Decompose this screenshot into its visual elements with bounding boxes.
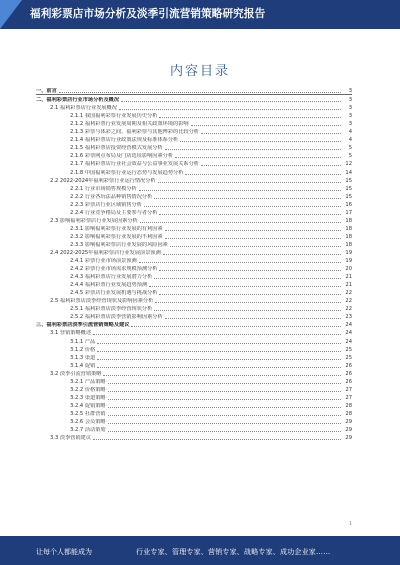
toc-leader-dots [59,92,341,93]
toc-leader-dots [139,190,341,191]
toc-entry-page: 26 [345,370,352,377]
toc-entry-page: 20 [345,266,352,273]
toc-entry-label: 2.1 福利彩票店行业发展概况 [50,105,117,112]
toc-leader-dots [170,246,341,247]
toc-leader-dots [97,367,341,368]
toc-entry-label: 3.2.1 产品策略 [70,378,106,385]
report-title: 福利彩票店市场分析及淡季引流营销策略研究报告 [30,8,266,20]
toc-leader-dots [159,214,341,215]
toc-entry-page: 22 [345,306,352,313]
toc-entry-label: 2.3.1 影响福利彩票行业发展的有利因素 [70,225,163,232]
toc-entry[interactable] [36,94,352,103]
toc-entry-label: 2.5 福利彩票店淡季经营现状及影响因素分析 [50,298,154,305]
toc-entry-page: 17 [345,209,352,216]
toc-leader-dots [165,149,341,150]
toc-entry-page: 5 [348,145,352,152]
toc-entry-page: 3 [348,97,352,104]
toc-entry-page: 26 [345,378,352,385]
toc-entry-label: 2.2.4 行业竞争格局及主要参与者分析 [70,209,158,216]
toc-entry-label: 2.1.5 福利彩票店投资经营模式发展分析 [70,145,163,152]
toc-leader-dots [108,399,341,400]
toc-entry[interactable] [36,127,352,135]
toc-leader-dots [108,423,341,424]
toc-entry[interactable] [36,111,352,119]
toc-entry[interactable] [36,216,352,224]
toc-entry-label: 2.4.1 彩票行业市场前景预测 [70,258,137,265]
toc-entry-page: 16 [345,201,352,208]
toc-leader-dots [165,230,341,231]
toc-leader-dots [155,302,341,303]
toc-entry-label: 2.3 影响福利彩票店行业发展因素分析 [50,217,138,224]
toc-leader-dots [159,294,341,295]
toc-entry-page: 28 [345,410,352,417]
toc-entry-page: 18 [345,225,352,232]
toc-entry-page: 18 [345,217,352,224]
toc-leader-dots [154,198,341,199]
toc-entry[interactable] [36,401,352,409]
toc-entry[interactable] [36,159,352,167]
toc-entry-label: 2.1.2 福利彩票行业发展周期及相关政策环境的影响 [70,121,189,128]
toc-entry[interactable] [36,393,352,401]
toc-entry-label: 二、福利彩票店行业市场分析及概况 [36,97,120,104]
toc-entry[interactable] [36,296,352,304]
toc-entry[interactable] [36,425,352,433]
toc-entry-label: 3.1.2 价格 [70,346,96,353]
toc-entry-page: 24 [345,338,352,345]
toc-entry-label: 3.2.7 活动策划 [70,427,106,434]
toc-entry[interactable] [36,409,352,417]
header-bar [0,0,400,29]
toc-entry[interactable] [36,224,352,232]
toc-entry-label: 2.1.8 中国福利彩票行业运行态势与发展趋势分析 [70,169,184,176]
toc-leader-dots [93,334,341,335]
toc-entry-label: 3.1.3 渠道 [70,354,96,361]
toc-entry-page: 28 [345,402,352,409]
toc-leader-dots [97,351,341,352]
toc-entry-label: 2.4.2 彩票行业市场需求规模预测分析 [70,266,158,273]
toc-entry-page: 19 [345,249,352,256]
toc-entry[interactable] [36,320,352,328]
toc-entry[interactable] [36,86,352,94]
toc-leader-dots [185,174,341,175]
toc-leader-dots [108,431,341,432]
toc-entry-page: 15 [345,177,352,184]
toc-entry-page: 24 [345,322,352,329]
toc-entry[interactable] [36,119,352,127]
toc-entry-page: 4 [348,129,352,136]
toc-entry-page: 27 [345,394,352,401]
toc-entry-page: 14 [345,169,352,176]
footer-tags: 行业专家、管理专家、营销专家、战略专家、成功企业家…… [136,548,331,556]
toc-entry-page: 4 [348,137,352,144]
toc-entry[interactable] [36,264,352,272]
toc-entry[interactable] [36,200,352,208]
toc-leader-dots [191,125,341,126]
toc-entry[interactable] [36,272,352,280]
toc-leader-dots [93,439,341,440]
toc-entry-label: 2.4.3 福利彩票店行业发展潜力分析 [70,274,153,281]
toc-entry-page: 29 [345,418,352,425]
toc-leader-dots [158,182,341,183]
toc-entry[interactable] [36,312,352,320]
toc-entry-page: 25 [345,346,352,353]
toc-leader-dots [131,326,341,327]
toc-entry-page: 5 [348,153,352,160]
toc-entry-page: 3 [348,121,352,128]
toc-entry[interactable] [36,256,352,264]
toc-entry-page: 18 [345,233,352,240]
toc-entry-label: 3.2.6 会员策略 [70,418,106,425]
toc-entry-page: 15 [345,193,352,200]
toc-entry[interactable] [36,304,352,312]
toc-entry[interactable] [36,417,352,425]
toc-entry-label: 3.3 淡季营销建议 [50,435,92,442]
toc-leader-dots [108,383,341,384]
toc-entry[interactable] [36,336,352,344]
footer-bar [0,536,400,565]
toc-entry-label: 3.2 淡季引流营销策略 [50,370,102,377]
toc-entry-page: 15 [345,185,352,192]
footer-slogan: 让每个人都能成为 [36,548,92,556]
toc-leader-dots [108,391,341,392]
toc-leader-dots [97,343,341,344]
toc-leader-dots [139,262,341,263]
toc-entry-label: 3.2.5 社群营销 [70,410,106,417]
toc-heading: 内容目录 [169,64,230,79]
toc-entry[interactable] [36,192,352,200]
toc-entry-label: 2.1.3 彩票与体彩之间、福利彩票与其他博彩的比较分析 [70,129,199,136]
toc-entry[interactable] [36,167,352,175]
toc-entry-page: 26 [345,362,352,369]
toc-entry-label: 3.2.2 价格策略 [70,386,106,393]
toc-entry-page: 3 [348,88,352,95]
toc-entry-page: 21 [345,282,352,289]
toc-leader-dots [159,117,341,118]
toc-entry-label: 2.4.5 彩票店行业发展机遇与挑战分析 [70,290,158,297]
toc-entry-label: 2.1.4 福利彩票店行业政策法规及标准体系分析 [70,137,179,144]
toc-leader-dots [97,359,341,360]
toc-leader-dots [163,254,341,255]
toc-entry-label: 2.1.7 福利彩票店行业社会效益与公益事业发展关系分析 [70,161,199,168]
toc-entry-label: 2.5.2 福利彩票店淡季营销影响因素分析 [70,314,163,321]
toc-entry[interactable] [36,176,352,184]
toc-entry-label: 2.2.1 行业市场销售规模分析 [70,185,137,192]
toc-entry[interactable] [36,151,352,159]
toc-entry[interactable] [36,345,352,353]
toc-leader-dots [201,133,341,134]
toc-entry-page: 22 [345,298,352,305]
toc-entry-label: 2.3.3 影响福利彩票店行业发展的风险因素 [70,241,168,248]
toc-entry-page: 12 [345,161,352,168]
toc-entry-label: 三、福利彩票店淡季引流营销策略及建议 [36,322,130,329]
toc-leader-dots [165,238,341,239]
toc-leader-dots [154,310,341,311]
toc-entry[interactable] [36,369,352,377]
toc-entry-label: 2.5.1 福利彩票店淡季经营现状分析 [70,306,153,313]
toc-entry-page: 3 [348,105,352,112]
toc-leader-dots [144,206,341,207]
toc-entry-page: 3 [348,113,352,120]
toc-entry-label: 3.1.4 促销 [70,362,96,369]
toc-entry-label: 3.2.3 渠道策略 [70,394,106,401]
toc-entry[interactable] [36,232,352,240]
toc-entry-label: 一、前言 [36,88,57,95]
toc-entry-page: 21 [345,274,352,281]
toc-entry[interactable] [36,208,352,216]
toc-leader-dots [175,157,341,158]
toc-leader-dots [149,286,341,287]
toc-entry-label: 3.1.1 产品 [70,338,96,345]
toc-entry-label: 2.2 2022-2024年福利彩票行业运行情况分析 [50,177,156,184]
toc-entry-page: 27 [345,386,352,393]
toc-entry[interactable] [36,385,352,393]
page-number: 1 [348,521,352,527]
toc-leader-dots [201,165,341,166]
toc-leader-dots [121,101,341,102]
toc-entry-page: 29 [345,435,352,442]
toc-entry-label: 2.4 2022-2025年福利彩票店行业发展前景预测 [50,249,161,256]
toc-entry-label: 3.2.4 促销策略 [70,402,106,409]
toc-entry[interactable] [36,143,352,151]
header-accent-triangle [0,0,22,29]
toc-entry-page: 22 [345,290,352,297]
toc-leader-dots [119,109,341,110]
toc-entry-label: 2.4.4 福利彩票行业发展趋势预测 [70,282,148,289]
toc-leader-dots [159,270,341,271]
toc-entry[interactable] [36,103,352,111]
toc-entry-page: 23 [345,314,352,321]
toc-entry[interactable] [36,377,352,385]
toc-entry[interactable] [36,280,352,288]
toc-leader-dots [108,415,341,416]
toc-entry-page: 18 [345,241,352,248]
toc-entry-label: 2.2.3 彩票店行业区域销售分析 [70,201,142,208]
toc-entry[interactable] [36,328,352,336]
toc-leader-dots [180,141,341,142]
toc-entry[interactable] [36,184,352,192]
toc-entry-label: 3.1 营销策略概述 [50,330,92,337]
toc-entry[interactable] [36,353,352,361]
toc-leader-dots [108,407,341,408]
table-of-contents [36,86,352,441]
toc-entry-page: 25 [345,354,352,361]
toc-entry[interactable] [36,248,352,256]
toc-entry-label: 2.2.2 行业各玩法品种销售情况分析 [70,193,153,200]
toc-leader-dots [154,278,341,279]
toc-entry-page: 29 [345,427,352,434]
toc-entry[interactable] [36,135,352,143]
toc-entry[interactable] [36,433,352,441]
toc-entry-label: 2.1.6 彩票网点布局及门店选址影响因素分析 [70,153,174,160]
toc-entry[interactable] [36,288,352,296]
toc-entry-page: 19 [345,258,352,265]
toc-entry-label: 2.3.2 影响福利彩票行业发展的不利因素 [70,233,163,240]
toc-entry-page: 24 [345,330,352,337]
toc-leader-dots [140,222,341,223]
toc-entry[interactable] [36,240,352,248]
toc-leader-dots [103,375,341,376]
toc-entry[interactable] [36,361,352,369]
toc-leader-dots [165,318,341,319]
toc-entry-label: 2.1.1 我国福利彩票行业发展历史分析 [70,113,158,120]
